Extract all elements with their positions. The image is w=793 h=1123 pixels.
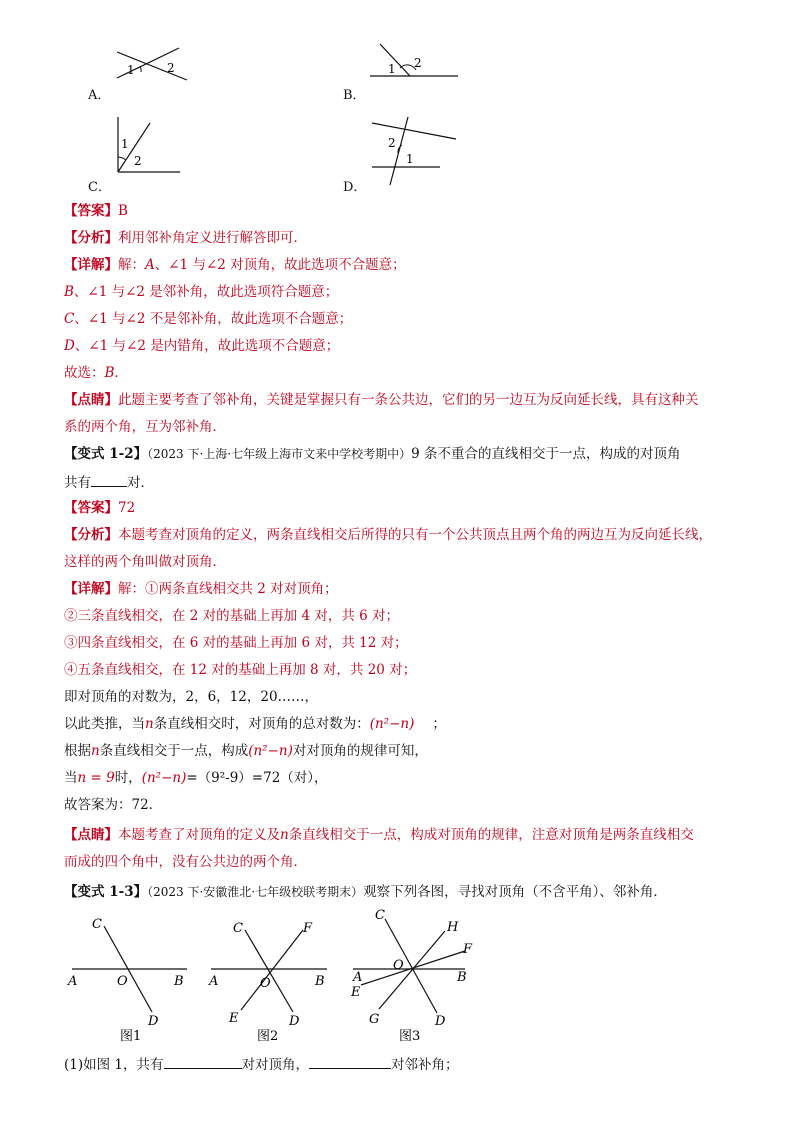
option-d-figure <box>368 115 463 187</box>
detail-text: 、∠1 与∠2 是内错角，故此选项不合题意； <box>74 338 340 354</box>
q1-comment-2: 系的两个角，互为邻补角． <box>64 419 226 435</box>
q2-calc-line <box>64 769 328 787</box>
option-d-angle-2: 2 <box>388 136 396 150</box>
rule-a: 根据 <box>64 743 91 759</box>
option-d-angle-1: 1 <box>406 152 414 166</box>
fig1-label-o: O <box>117 974 128 989</box>
rule-c: 对对顶角的规律可知， <box>292 743 428 759</box>
detail-prefix: 解： <box>118 581 145 597</box>
q1-analysis-line <box>64 229 307 247</box>
calc-b: 时， <box>114 770 142 786</box>
sub1-a: (1)如图 1，共有 <box>64 1057 164 1073</box>
q2-sequence: 即对顶角的对数为，2，6，12，20……， <box>64 689 319 705</box>
step-number: ③ <box>64 635 78 651</box>
step-text: 三条直线相交，在 2 对的基础上再加 4 对，共 6 对； <box>77 608 400 624</box>
rule-n: n <box>91 743 100 759</box>
figure-3 <box>345 905 480 1042</box>
detail-prefix: 解： <box>118 257 145 273</box>
q1-detail-line-b <box>64 283 338 301</box>
q2-detail-step-4 <box>64 661 416 679</box>
option-c-label: C． <box>88 180 111 195</box>
step-number: ④ <box>64 662 78 678</box>
detail-text: 、∠1 与∠2 是邻补角，故此选项符合题意； <box>73 284 339 300</box>
fig2-label-o: O <box>260 976 271 991</box>
option-d-label: D． <box>343 180 367 195</box>
q1-choose-line <box>64 364 128 382</box>
q2-comment-line-2 <box>64 853 307 871</box>
fig2-caption: 图2 <box>257 1029 279 1042</box>
fig3-label-h: H <box>447 920 459 935</box>
q1-detail-line-d <box>64 337 339 355</box>
infer-b: 条直线相交时，对顶角的总对数为： <box>153 716 370 732</box>
q2-final-line <box>64 796 162 814</box>
step-text: 两条直线相交共 2 对对顶角； <box>158 581 338 597</box>
pairs-adjacent-blank[interactable] <box>309 1054 391 1069</box>
q2-analysis-1: 本题考查对顶角的定义，两条直线相交后所得的只有一个公共顶点且两个角的两边互为反向延长线， <box>118 527 712 543</box>
step-number: ① <box>145 581 159 597</box>
option-b-label: B． <box>343 88 366 103</box>
q3-sub1-line <box>64 1054 459 1074</box>
detail-letter: A <box>145 257 155 273</box>
analysis-tag: 【分析】 <box>64 230 118 246</box>
comment-1a: 本题考查了对顶角的定义及 <box>118 827 280 843</box>
choose-prefix: 故选： <box>64 365 105 381</box>
fig3-label-b: B <box>457 970 467 985</box>
infer-a: 以此类推，当 <box>64 716 145 732</box>
calc-eq: n = 9 <box>77 770 115 786</box>
q2-stem-line-1 <box>64 445 680 463</box>
fig2-label-a: A <box>209 974 219 989</box>
sub1-c: 对邻补角； <box>391 1057 459 1073</box>
q2-stem-line-2 <box>64 472 154 492</box>
q2-infer-line <box>64 715 446 733</box>
fig3-label-f: F <box>463 942 473 957</box>
q2-comment-line-1 <box>64 826 694 844</box>
fig2-label-e: E <box>229 1011 239 1026</box>
q2-analysis-2: 这样的两个角叫做对顶角． <box>64 554 226 570</box>
infer-c: ； <box>432 716 446 732</box>
calc-a: 当 <box>64 770 78 786</box>
q3-source: （2023 下·安徽淮北·七年级校联考期末） <box>147 885 364 899</box>
detail-letter: D <box>64 338 75 354</box>
fig3-label-a: A <box>353 970 363 985</box>
option-c-angle-2: 2 <box>134 154 142 168</box>
figure-2 <box>205 912 335 1042</box>
option-a-angle-2: 2 <box>167 61 175 75</box>
option-b-angle-2: 2 <box>414 56 422 70</box>
step-number: ② <box>64 608 78 624</box>
sub1-b: 对对顶角， <box>241 1057 310 1073</box>
q1-detail-line-c <box>64 310 352 328</box>
variant-tag: 【变式 1-2】 <box>64 446 148 462</box>
option-c-angle-1: 1 <box>121 137 129 151</box>
q2-answer-line <box>64 499 135 517</box>
detail-tag: 【详解】 <box>64 581 118 597</box>
comment-1n: n <box>280 827 289 843</box>
fig2-label-b: B <box>315 974 325 989</box>
q2-analysis-line-2 <box>64 553 226 571</box>
q2-stem-2a: 共有 <box>64 475 91 491</box>
q2-source: （2023 下·上海·七年级上海市文来中学校考期中） <box>147 447 412 461</box>
choose-letter: B <box>104 365 115 381</box>
fig3-label-d: D <box>435 1014 446 1029</box>
q1-detail-line-a <box>64 256 406 274</box>
rule-b: 条直线相交于一点，构成 <box>99 743 249 759</box>
q3-stem: 观察下列各图，寻找对顶角（不含平角）、邻补角． <box>363 884 667 900</box>
answer-tag: 【答案】 <box>64 203 118 219</box>
q2-stem-2b: 对． <box>127 475 154 491</box>
detail-tag: 【详解】 <box>64 257 118 273</box>
q2-detail-step-2 <box>64 607 399 625</box>
answer-blank[interactable] <box>91 472 127 487</box>
fig3-label-c: C <box>375 908 385 923</box>
q1-answer: B <box>118 203 128 219</box>
q3-stem-line <box>64 883 667 901</box>
detail-letter: C <box>64 311 75 327</box>
step-text: 四条直线相交，在 6 对的基础上再加 6 对，共 12 对； <box>77 635 408 651</box>
option-a-angle-1: 1 <box>127 63 135 77</box>
q2-detail-step-1 <box>64 580 338 598</box>
q2-comment-2: 而成的四个角中，没有公共边的两个角． <box>64 854 307 870</box>
rule-formula: (n²−n) <box>248 743 293 759</box>
figure-1 <box>62 912 192 1042</box>
detail-letter: B <box>64 284 74 300</box>
answer-tag: 【答案】 <box>64 500 118 516</box>
pairs-vertical-blank[interactable] <box>164 1054 242 1069</box>
option-b-figure <box>368 40 463 80</box>
fig2-label-f: F <box>303 921 313 936</box>
step-text: 五条直线相交，在 12 对的基础上再加 8 对，共 20 对； <box>77 662 417 678</box>
q2-answer: 72 <box>118 500 136 516</box>
comment-tag: 【点睛】 <box>64 392 118 408</box>
option-a-figure <box>105 44 195 84</box>
analysis-tag: 【分析】 <box>64 527 118 543</box>
fig1-label-c: C <box>92 917 102 932</box>
fig1-label-d: D <box>148 1014 159 1029</box>
fig3-label-e: E <box>351 985 361 1000</box>
fig3-label-g: G <box>369 1012 380 1027</box>
q2-analysis-line-1 <box>64 526 712 544</box>
q1-comment-line-1 <box>64 391 699 409</box>
detail-text: 、∠1 与∠2 不是邻补角，故此选项不合题意； <box>74 311 353 327</box>
q1-analysis: 利用邻补角定义进行解答即可． <box>118 230 307 246</box>
comment-1b: 条直线相交于一点，构成对顶角的规律，注意对顶角是两条直线相交 <box>288 827 694 843</box>
choose-suffix: ． <box>114 365 128 381</box>
fig1-label-b: B <box>174 974 184 989</box>
q2-detail-step-3 <box>64 634 408 652</box>
detail-text: 、∠1 与∠2 对顶角，故此选项不合题意； <box>154 257 406 273</box>
option-c-figure <box>108 115 188 175</box>
q2-sequence-line <box>64 688 318 706</box>
fig3-caption: 图3 <box>399 1029 421 1042</box>
q2-final: 故答案为：72． <box>64 797 163 813</box>
comment-tag: 【点睛】 <box>64 827 118 843</box>
fig2-label-d: D <box>289 1014 300 1029</box>
q1-comment-line-2 <box>64 418 226 436</box>
fig1-label-a: A <box>68 974 78 989</box>
infer-formula: (n²−n) <box>369 716 415 732</box>
q1-comment-1: 此题主要考查了邻补角，关键是掌握只有一条公共边，它们的另一边互为反向延长线，具有这种关 <box>118 392 699 408</box>
fig1-caption: 图1 <box>120 1029 142 1042</box>
option-a-label: A． <box>88 88 111 103</box>
q2-rule-line <box>64 742 428 760</box>
q1-answer-line <box>64 202 128 220</box>
fig2-label-c: C <box>233 921 243 936</box>
calc-formula: (n²−n) <box>141 770 187 786</box>
option-b-angle-1: 1 <box>388 62 396 76</box>
fig3-label-o: O <box>393 958 404 973</box>
infer-n: n <box>145 716 154 732</box>
q2-stem-1: 9 条不重合的直线相交于一点，构成的对顶角 <box>411 446 681 462</box>
calc-c: =（9²-9）=72（对）， <box>186 770 328 786</box>
variant-tag: 【变式 1-3】 <box>64 884 148 900</box>
